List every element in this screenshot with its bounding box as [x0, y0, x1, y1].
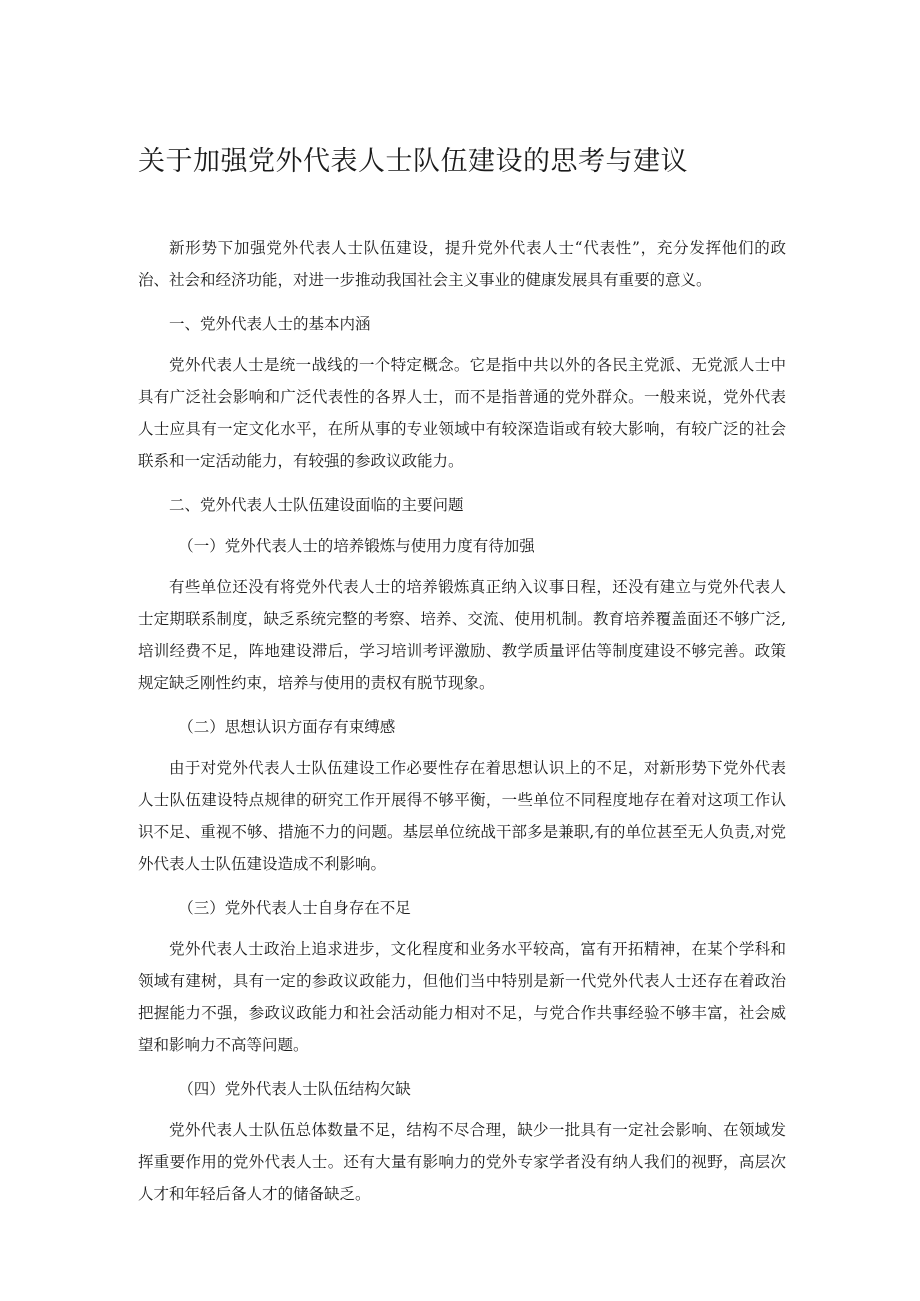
section-heading-1: 一、党外代表人士的基本内涵: [169, 315, 371, 333]
document-body: [138, 232, 786, 1222]
subsection-1-paragraph: 有些单位还没有将党外代表人士的培养锻炼真正纳入议事日程，还没有建立与党外代表人士定期联系制度，缺乏系统完整的考察、培养、交流、使用机制。教育培养覆盖面还不够广泛,培训经费不足，阵地建设滞后，学习培训考评激励、教学质量评估等制度建设不够完善。政策规定缺乏刚性约束，培养与使用的责权有脱节现象。: [138, 578, 786, 692]
subsection-heading-4: （四）党外代表人士队伍结构欠缺: [178, 1080, 411, 1098]
subsection-heading-2: （二）思想认识方面存有束缚感: [178, 718, 396, 736]
section-heading-2: 二、党外代表人士队伍建设面临的主要问题: [169, 496, 464, 514]
subsection-2-paragraph: 由于对党外代表人士队伍建设工作必要性存在着思想认识上的不足，对新形势下党外代表人士队伍建设特点规律的研究工作开展得不够平衡，一些单位不同程度地存在着对这项工作认识不足、重视不够、措施不力的问题。基层单位统战干部多是兼职,有的单位甚至无人负责,对党外代表人士队伍建设造成不利影响。: [138, 759, 786, 873]
subsection-heading-1: （一）党外代表人士的培养锻炼与使用力度有待加强: [178, 537, 535, 555]
document-title: 关于加强党外代表人士队伍建设的思考与建议: [138, 146, 688, 177]
subsection-4-paragraph: 党外代表人士队伍总体数量不足，结构不尽合理，缺少一批具有一定社会影响、在领域发挥重要作用的党外代表人士。还有大量有影响力的党外专家学者没有纳人我们的视野，高层次人才和年轻后备人才的储备缺乏。: [138, 1121, 786, 1203]
subsection-heading-3: （三）党外代表人士自身存在不足: [178, 899, 411, 917]
subsection-3-paragraph: 党外代表人士政治上追求进步，文化程度和业务水平较高，富有开拓精神，在某个学科和领域有建树，具有一定的参政议政能力，但他们当中特别是新一代党外代表人士还存在着政治把握能力不强，参政议政能力和社会活动能力相对不足，与党合作共事经验不够丰富，社会威望和影响力不高等问题。: [138, 940, 786, 1054]
section-1-paragraph: 党外代表人士是统一战线的一个特定概念。它是指中共以外的各民主党派、无党派人士中具有广泛社会影响和广泛代表性的各界人士，而不是指普通的党外群众。一般来说，党外代表人士应具有一定文化水平，在所从事的专业领域中有较深造诣或有较大影响，有较广泛的社会联系和一定活动能力，有较强的参政议政能力。: [138, 356, 786, 470]
intro-paragraph: 新形势下加强党外代表人士队伍建设，提升党外代表人士“代表性”，充分发挥他们的政治、社会和经济功能，对进一步推动我国社会主义事业的健康发展具有重要的意义。: [138, 239, 786, 289]
